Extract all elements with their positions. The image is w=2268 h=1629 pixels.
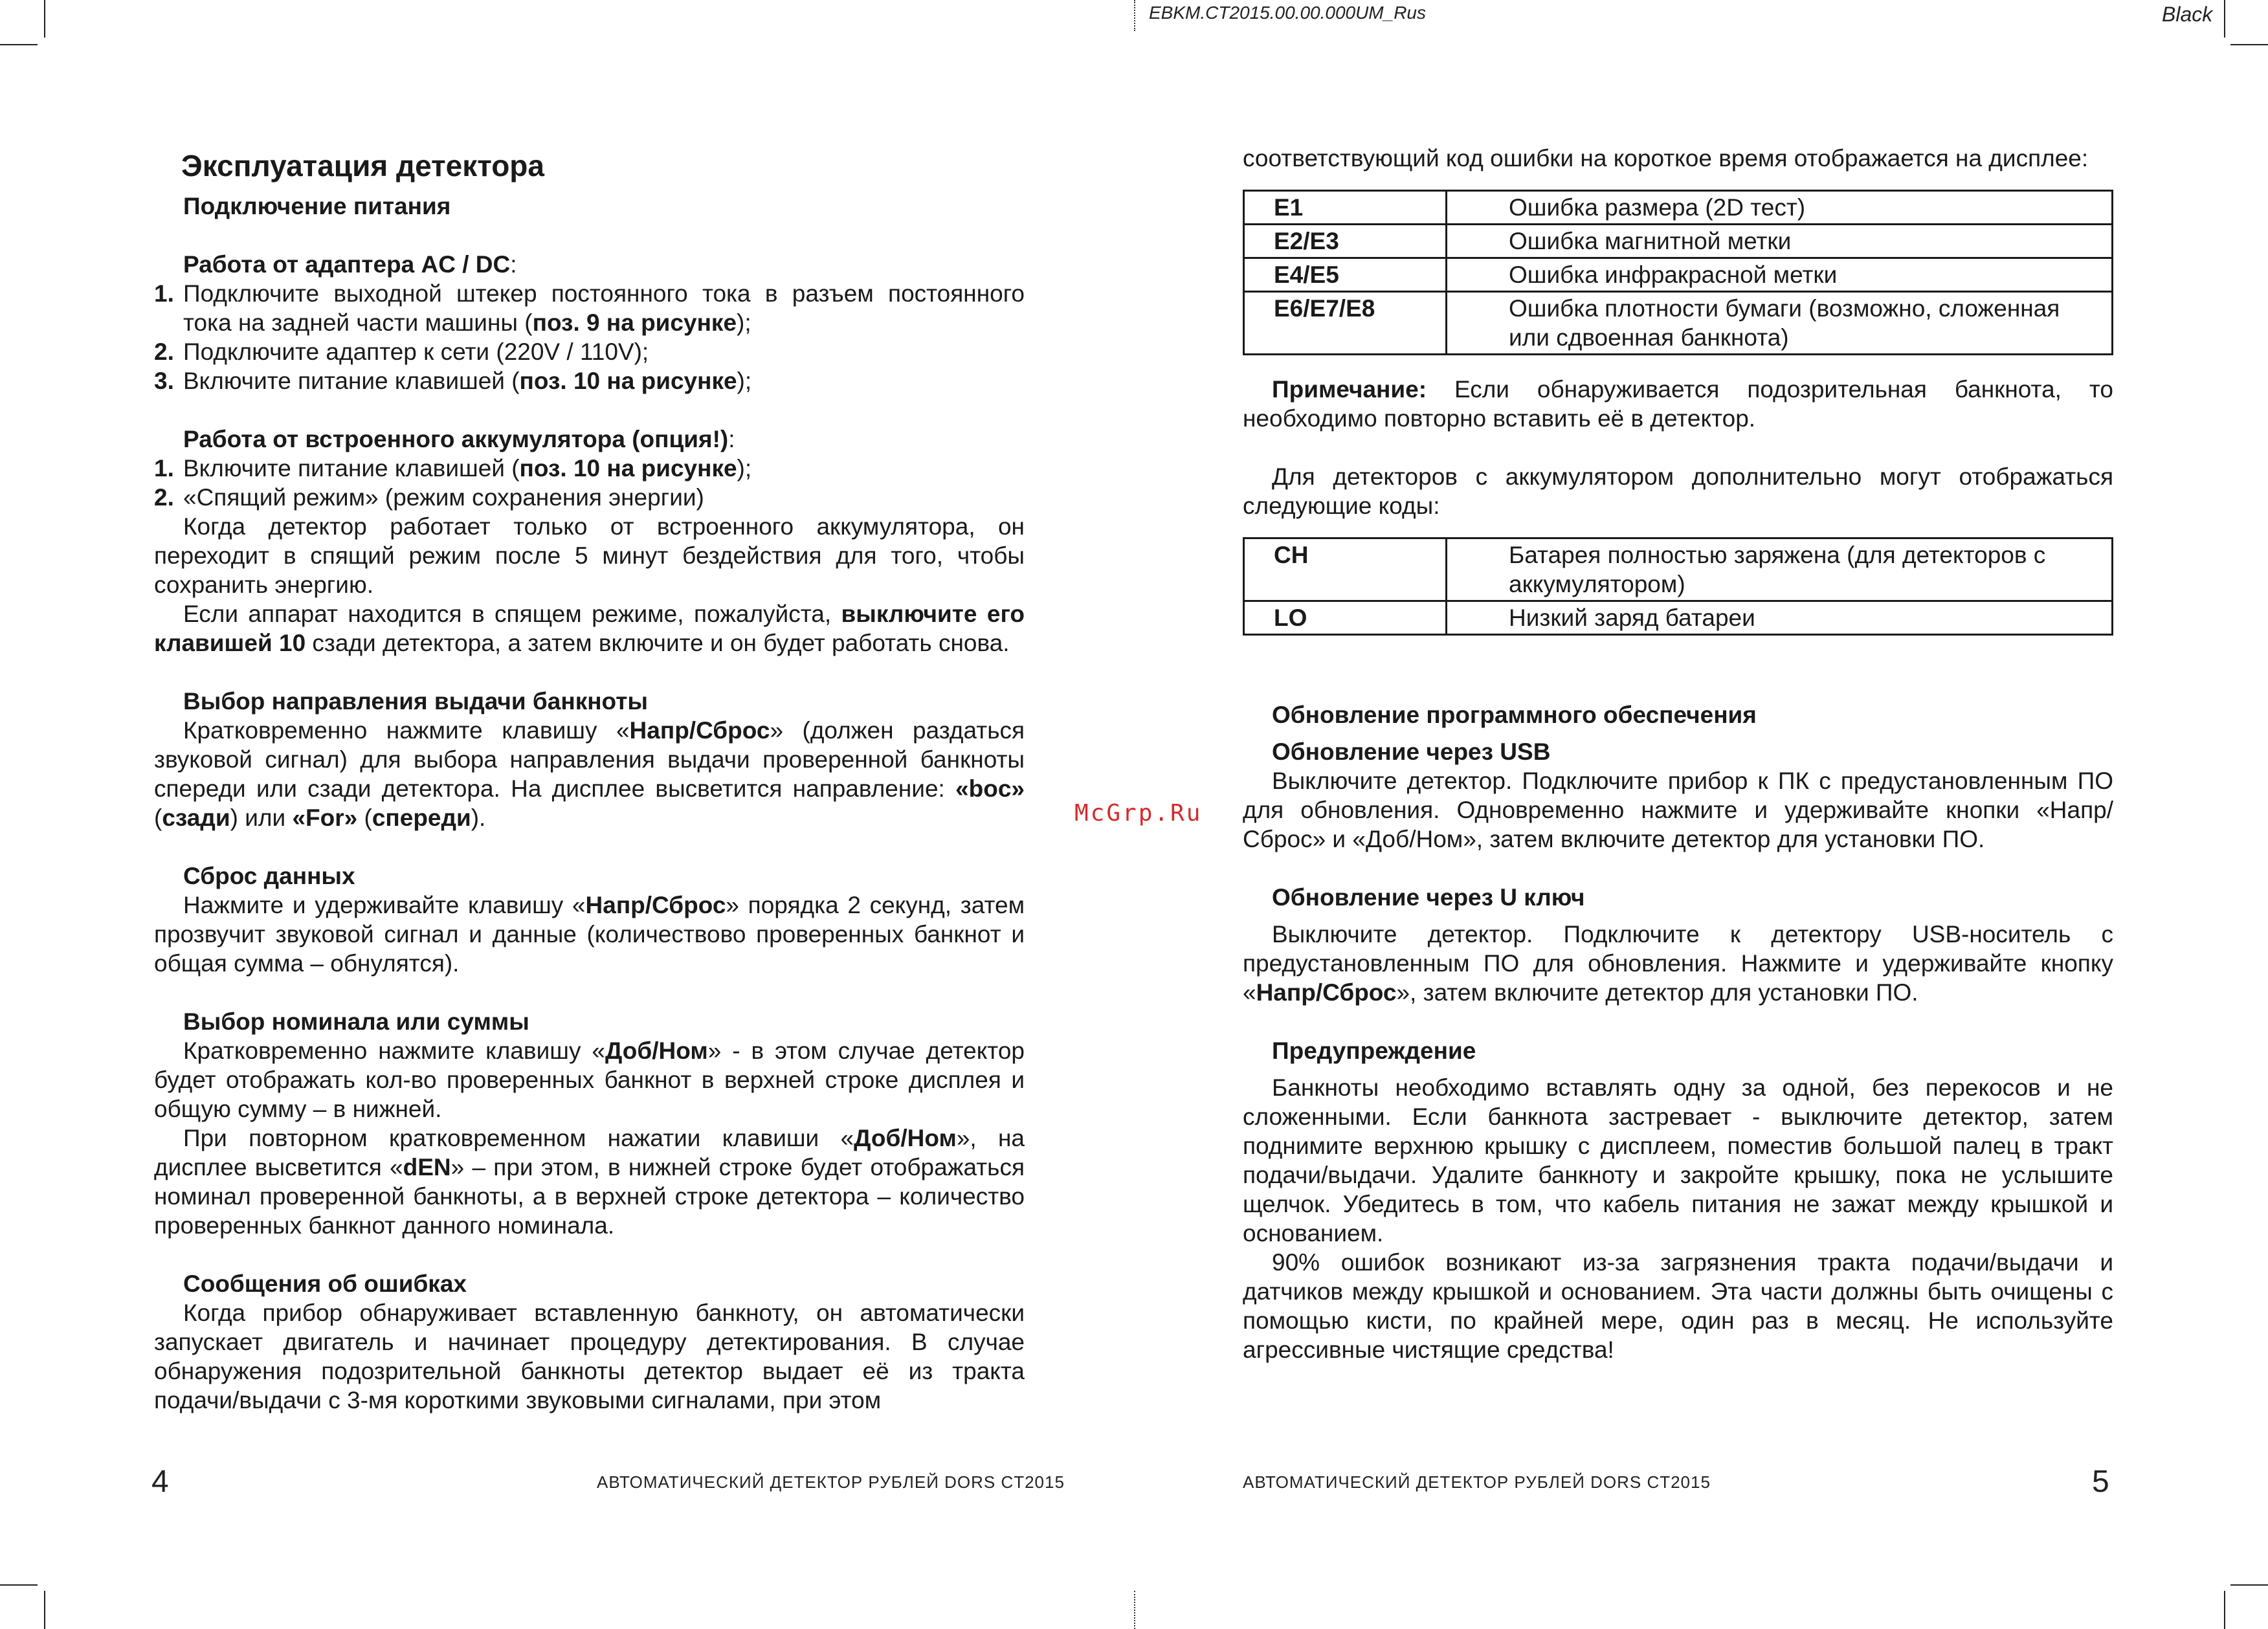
warning-paragraph: 90% ошибок возникают из-за загрязнения тракта подачи/выдачи и датчиков между крышкой и основанием. Эта части должны быть очищены с помощью кисти, по крайней мере, один раз в месяц. Не используйте агрессивные чистящие средства! <box>1243 1249 2113 1363</box>
document-code: EBKM.CT2015.00.00.000UM_Rus <box>1149 3 1426 23</box>
battery-codes-intro: Для детекторов с аккумулятором дополнительно могут отображаться следующие коды: <box>1243 463 2113 519</box>
direction-paragraph: Кратковременно нажмите клавишу «Напр/Сброс» (должен раздаться звуковой сигнал) для выбора направления выдачи проверенной банкноты спереди или сзади детектора. На дисплее высветится направление: «boc» (сзади) или «For» (спереди). <box>154 717 1025 831</box>
errors-heading: Сообщения об ошибках <box>183 1270 467 1297</box>
crop-mark <box>44 0 45 38</box>
warning-paragraph: Банкноты необходимо вставлять одну за одной, без перекосов и не сложенными. Если банкнота застревает - выключите детектор, затем поднимите верхнюю крышку с дисплеем, поместив большой палец в тракт подачи/выдачи. Удалите банкноту и закройте крышку, пока не услышите щелчок. Убедитесь в том, что кабель питания не зажат между крышкой и основанием. <box>1243 1074 2113 1247</box>
table-row: LO Низкий заряд батареи <box>1244 601 2113 635</box>
table-row: E2/E3 Ошибка магнитной метки <box>1244 225 2113 258</box>
reset-paragraph: Нажмите и удерживайте клавишу «Напр/Сброс» порядка 2 секунд, затем прозвучит звуковой сигнал и данные (количествово проверенных банкнот и общая сумма – обнулятся). <box>154 892 1025 977</box>
right-page-body <box>1243 144 2113 1364</box>
ukey-update-paragraph: Выключите детектор. Подключите к детектору USB-носитель с предустановленным ПО для обновления. Нажмите и удерживайте кнопку «Напр/Сброс», затем включите детектор для установки ПО. <box>1243 921 2113 1006</box>
fold-mark <box>1134 1591 1135 1629</box>
page-title: Эксплуатация детектора <box>181 149 544 183</box>
note-paragraph: Примечание: Если обнаруживается подозрительная банкнота, то необходимо повторно вставить её в детектор. <box>1243 376 2113 432</box>
list-item: 1. Включите питание клавишей (поз. 10 на рисунке); <box>154 455 752 482</box>
crop-mark <box>2224 0 2225 38</box>
page-number: 5 <box>2092 1465 2109 1499</box>
adapter-heading: Работа от адаптера AC / DC: <box>183 251 517 278</box>
software-update-heading: Обновление программного обеспечения <box>1272 702 1757 728</box>
page-footer: АВТОМАТИЧЕСКИЙ ДЕТЕКТОР РУБЛЕЙ DORS CT2015 <box>1243 1472 1711 1492</box>
table-row: E4/E5 Ошибка инфракрасной метки <box>1244 258 2113 292</box>
error-codes-table <box>1243 190 2113 355</box>
reset-heading: Сброс данных <box>183 863 355 889</box>
battery-codes-table <box>1243 537 2113 636</box>
table-row: CH Батарея полностью заряжена (для детекторов с аккумулятором) <box>1244 538 2113 601</box>
color-separation-label: Black <box>2162 3 2213 26</box>
list-item: 3. Включите питание клавишей (поз. 10 на рисунке); <box>154 368 752 394</box>
warning-heading: Предупреждение <box>1272 1037 1476 1064</box>
errors-paragraph: Когда прибор обнаруживает вставленную банкноту, он автоматически запускает двигатель и начинает процедуру детектирования. В случае обнаружения подозрительной банкноты детектор выдает её из тракта подачи/выдачи с 3-мя короткими звуковыми сигналами, при этом <box>154 1300 1025 1413</box>
left-page-body <box>154 144 1025 1415</box>
sleep-paragraph: Когда детектор работает только от встроенного аккумулятора, он переходит в спящий режим после 5 минут бездействия для того, чтобы сохранить энергию. <box>154 513 1025 598</box>
crop-mark <box>2230 1584 2268 1586</box>
sleep-paragraph: Если аппарат находится в спящем режиме, пожалуйста, выключите его клавишей 10 сзади детектора, а затем включите и он будет работать снова. <box>154 601 1025 656</box>
ukey-update-heading: Обновление через U ключ <box>1272 884 1585 911</box>
list-item: 2. «Спящий режим» (режим сохранения энергии) <box>154 484 704 511</box>
crop-mark <box>0 1584 38 1586</box>
list-item: 2. Подключите адаптер к сети (220V / 110V); <box>154 338 649 365</box>
list-item: 1. Подключите выходной штекер постоянного тока в разъем постоянного тока на задней части машины (поз. 9 на рисунке); <box>154 280 1025 336</box>
page-number: 4 <box>151 1465 169 1499</box>
usb-update-heading: Обновление через USB <box>1272 738 1551 765</box>
direction-heading: Выбор направления выдачи банкноты <box>183 688 648 715</box>
denomination-paragraph: Кратковременно нажмите клавишу «Доб/Ном» - в этом случае детектор будет отображать кол-во проверенных банкнот в верхней строке дисплея и общую сумму – в нижней. <box>154 1037 1025 1122</box>
crop-mark <box>44 1591 45 1629</box>
battery-heading: Работа от встроенного аккумулятора (опция!): <box>183 426 735 452</box>
denomination-heading: Выбор номинала или суммы <box>183 1008 529 1035</box>
fold-mark <box>1134 0 1135 31</box>
intro-paragraph: соответствующий код ошибки на короткое время отображается на дисплее: <box>1243 145 2089 172</box>
power-heading: Подключение питания <box>183 193 451 219</box>
watermark: McGrp.Ru <box>1074 800 1203 826</box>
table-row: E1 Ошибка размера (2D тест) <box>1244 191 2113 225</box>
crop-mark <box>0 44 38 45</box>
page-footer: АВТОМАТИЧЕСКИЙ ДЕТЕКТОР РУБЛЕЙ DORS CT2015 <box>597 1472 1065 1492</box>
denomination-paragraph: При повторном кратковременном нажатии клавиши «Доб/Ном», на дисплее высветится «dEN» – при этом, в нижней строке будет отображаться номинал проверенной банкноты, а в верхней строке детектора – количество проверенных банкнот данного номинала. <box>154 1125 1025 1239</box>
crop-mark <box>2224 1591 2225 1629</box>
usb-update-paragraph: Выключите детектор. Подключите прибор к ПК с предустановленным ПО для обновления. Одновременно нажмите и удерживайте кнопки «Напр/Сброс» и «Доб/Ном», затем включите детектор для установки ПО. <box>1243 768 2113 852</box>
crop-mark <box>2230 44 2268 45</box>
table-row: E6/E7/E8 Ошибка плотности бумаги (возможно, сложенная или сдвоенная банкнота) <box>1244 292 2113 355</box>
